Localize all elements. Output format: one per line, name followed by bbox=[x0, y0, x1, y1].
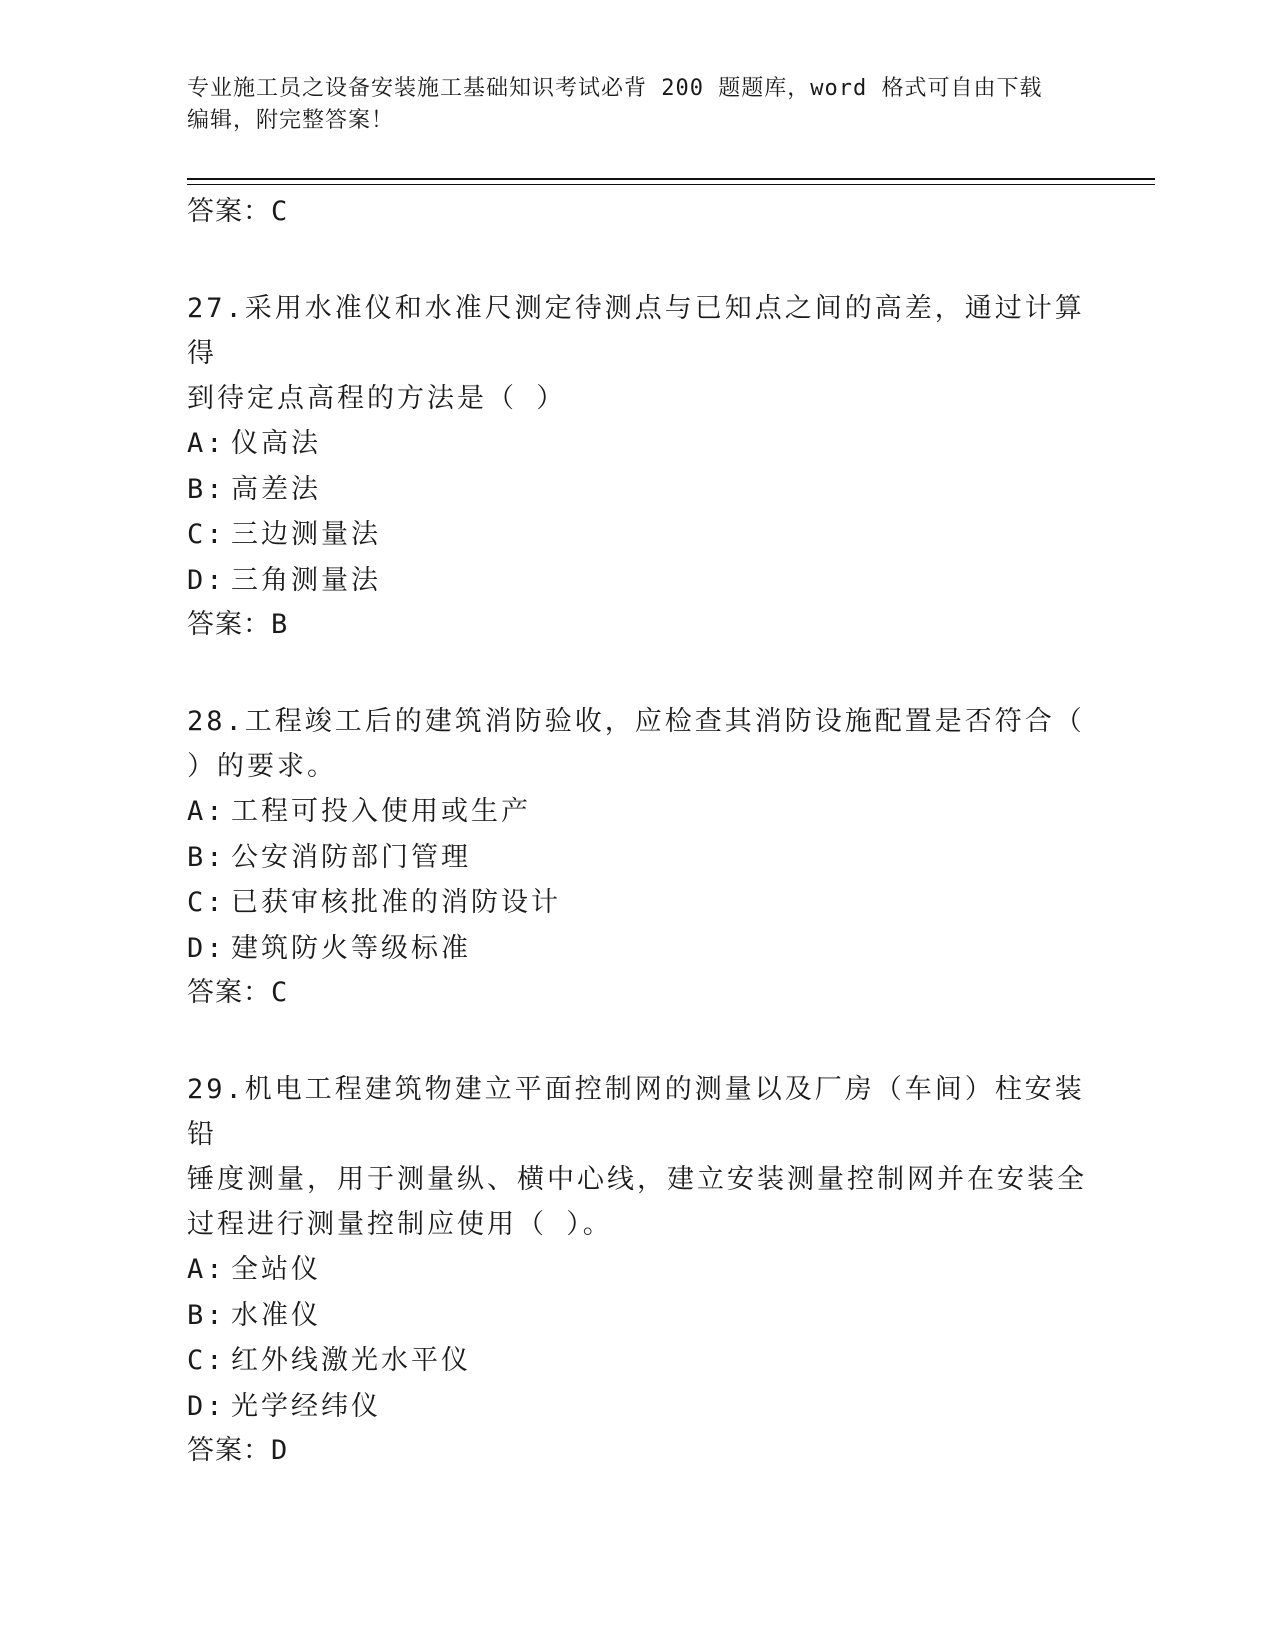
option-text: 公安消防部门管理 bbox=[231, 841, 471, 873]
option-b bbox=[187, 1293, 1087, 1339]
answer-line: 答案：C bbox=[187, 196, 289, 227]
question-text-line: 过程进行测量控制应使用（ ）。 bbox=[187, 1209, 613, 1240]
option-text: 高差法 bbox=[231, 473, 321, 505]
option-a bbox=[187, 1247, 1087, 1293]
option-key: D: bbox=[187, 1390, 226, 1422]
option-text: 红外线激光水平仪 bbox=[231, 1345, 471, 1376]
answer-line: 答案：B bbox=[187, 609, 289, 640]
question-text-line: 锤度测量，用于测量纵、横中心线，建立安装测量控制网并在安装全 bbox=[187, 1164, 1087, 1195]
option-c bbox=[187, 1338, 1087, 1384]
option-b bbox=[187, 467, 1087, 513]
question-text-line: 27.采用水准仪和水准尺测定待测点与已知点之间的高差，通过计算得 bbox=[187, 293, 1085, 369]
option-key: B: bbox=[187, 473, 226, 505]
option-key: C: bbox=[187, 887, 226, 918]
question-text-line: 29.机电工程建筑物建立平面控制网的测量以及厂房（车间）柱安装铅 bbox=[187, 1074, 1085, 1150]
option-a bbox=[187, 421, 1087, 467]
option-text: 仪高法 bbox=[231, 428, 321, 459]
question-28 bbox=[187, 699, 1087, 1015]
question-text bbox=[187, 1067, 1087, 1247]
option-text: 工程可投入使用或生产 bbox=[231, 796, 531, 827]
question-27 bbox=[187, 286, 1087, 647]
question-text bbox=[187, 286, 1087, 421]
header-title-line-1: 专业施工员之设备安装施工基础知识考试必背 200 题题库，word 格式可自由下载 bbox=[187, 76, 1043, 101]
option-key: B: bbox=[187, 841, 226, 873]
option-key: C: bbox=[187, 1345, 226, 1376]
document-header bbox=[187, 73, 1067, 137]
option-b bbox=[187, 835, 1087, 881]
header-title-line-2: 编辑，附完整答案！ bbox=[187, 108, 395, 133]
option-text: 水准仪 bbox=[231, 1299, 321, 1331]
option-text: 三边测量法 bbox=[231, 519, 381, 550]
option-d bbox=[187, 926, 1087, 972]
option-key: D: bbox=[187, 564, 226, 596]
question-text-line: 28.工程竣工后的建筑消防验收，应检查其消防设施配置是否符合（ bbox=[187, 706, 1085, 737]
option-c bbox=[187, 880, 1087, 926]
option-text: 建筑防火等级标准 bbox=[231, 932, 471, 964]
answer-line: 答案：D bbox=[187, 1435, 289, 1466]
question-text bbox=[187, 699, 1087, 789]
option-text: 三角测量法 bbox=[231, 564, 381, 596]
answer-line: 答案：C bbox=[187, 977, 289, 1008]
question-list bbox=[187, 190, 1087, 1473]
option-text: 光学经纬仪 bbox=[231, 1390, 381, 1422]
question-text-line: 到待定点高程的方法是（ ） bbox=[187, 383, 567, 414]
option-key: A: bbox=[187, 428, 226, 459]
option-key: A: bbox=[187, 1254, 226, 1285]
option-d bbox=[187, 558, 1087, 604]
option-d bbox=[187, 1384, 1087, 1430]
option-key: B: bbox=[187, 1299, 226, 1331]
header-divider-thick bbox=[187, 178, 1155, 180]
header-divider-thin bbox=[187, 184, 1155, 185]
option-text: 已获审核批准的消防设计 bbox=[231, 887, 561, 918]
option-c bbox=[187, 512, 1087, 558]
question-text-line: ）的要求。 bbox=[187, 751, 337, 782]
option-text: 全站仪 bbox=[231, 1254, 321, 1285]
option-a bbox=[187, 789, 1087, 835]
option-key: D: bbox=[187, 932, 226, 964]
option-key: A: bbox=[187, 796, 226, 827]
option-key: C: bbox=[187, 519, 226, 550]
question-29 bbox=[187, 1067, 1087, 1473]
